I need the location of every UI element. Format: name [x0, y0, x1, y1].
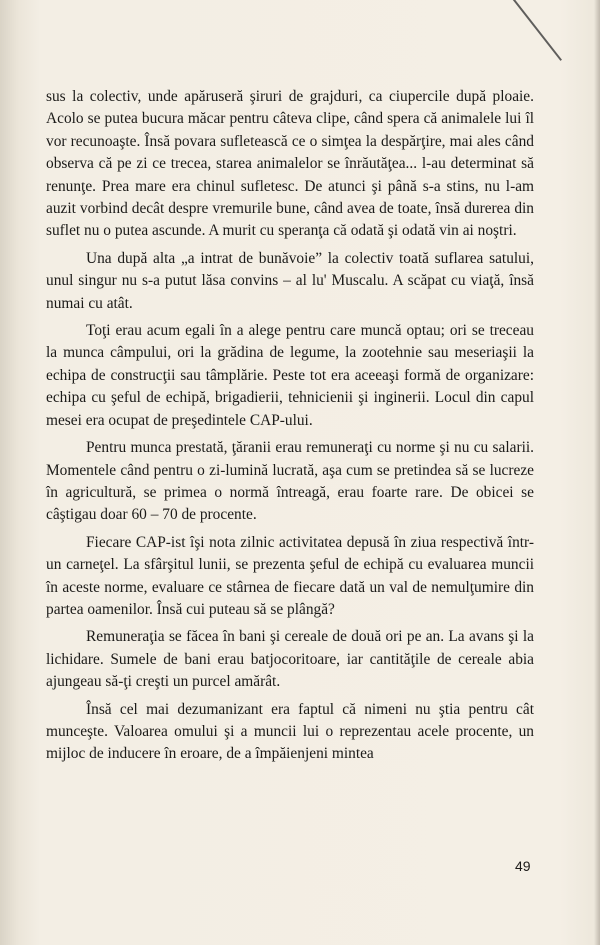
paragraph-7: Însă cel mai dezumanizant era faptul că nimeni nu ştia pentru cât munceşte. Valoarea omului şi a muncii lui o reprezentau acele procente, un mijloc de inducere în eroare, de a împăienjeni mintea	[46, 700, 534, 763]
paragraph-1: sus la colectiv, unde apăruseră şiruri de grajduri, ca ciupercile după ploaie. Acolo se putea bucura măcar pentru câteva clipe, când spera că animalele lui îl vor recunoaşte. Însă povara sufletească ce o simţea la despărţire, mai ales când observa că pe zi ce trecea, starea animalelor se înrăutăţea... l-au determinat să renunţe. Prea mare era chinul sufletesc. De atunci şi până s-a stins, nu l-am auzit vorbind decât despre vremurile bune, când avea de toate, însă durerea din suflet nu o putea ascunde. A murit cu speranţa că odată şi odată vin ai noştri.	[46, 88, 534, 240]
paragraph-3: Toţi erau acum egali în a alege pentru care muncă optau; ori se treceau la munca câmpului, ori la grădina de legume, la zootehnie sau meseriaşii la echipa de construcţii sau tâmplărie. Peste tot era aceeaşi formă de organizare: echipa cu şeful de echipă, brigadierii, tehnicienii şi inginerii. Locul din capul mesei era ocupat de preşedintele CAP-ului.	[46, 322, 534, 429]
paragraph-6: Remuneraţia se făcea în bani şi cereale de două ori pe an. La avans şi la lichidare. Sumele de bani erau batjocoritoare, iar cantităţile de cereale abia ajungeau să-ţi creşti un purcel amărât.	[46, 628, 534, 691]
paragraph-5: Fiecare CAP-ist îşi nota zilnic activitatea depusă în ziua respectivă într-un carneţel. La sfârşitul lunii, se prezenta şeful de echipă cu evaluarea muncii în aceste norme, evaluare ce stârnea de fiecare dată un val de nemulţumire din partea oamenilor. Însă cui puteau să se plângă?	[46, 533, 534, 618]
paragraph-2: Una după alta „a intrat de bunăvoie” la colectiv toată suflarea satului, unul singur nu s-a putut lăsa convins – al lu' Muscalu. A scăpat cu viaţă, însă numai cu atât.	[46, 249, 534, 312]
body-text	[46, 86, 534, 771]
page-edge-shadow	[594, 0, 600, 945]
corner-pen-mark	[505, 0, 562, 61]
paragraph-4: Pentru munca prestată, ţăranii erau remuneraţi cu norme şi nu cu salarii. Momentele când pentru o zi-lumină lucrată, aşa cum se pretindea să se lucreze în agricultură, se primea o normă întreagă, erau foarte rare. De obicei se câştigau doar 60 – 70 de procente.	[46, 439, 534, 524]
page-number: 49	[515, 858, 531, 874]
